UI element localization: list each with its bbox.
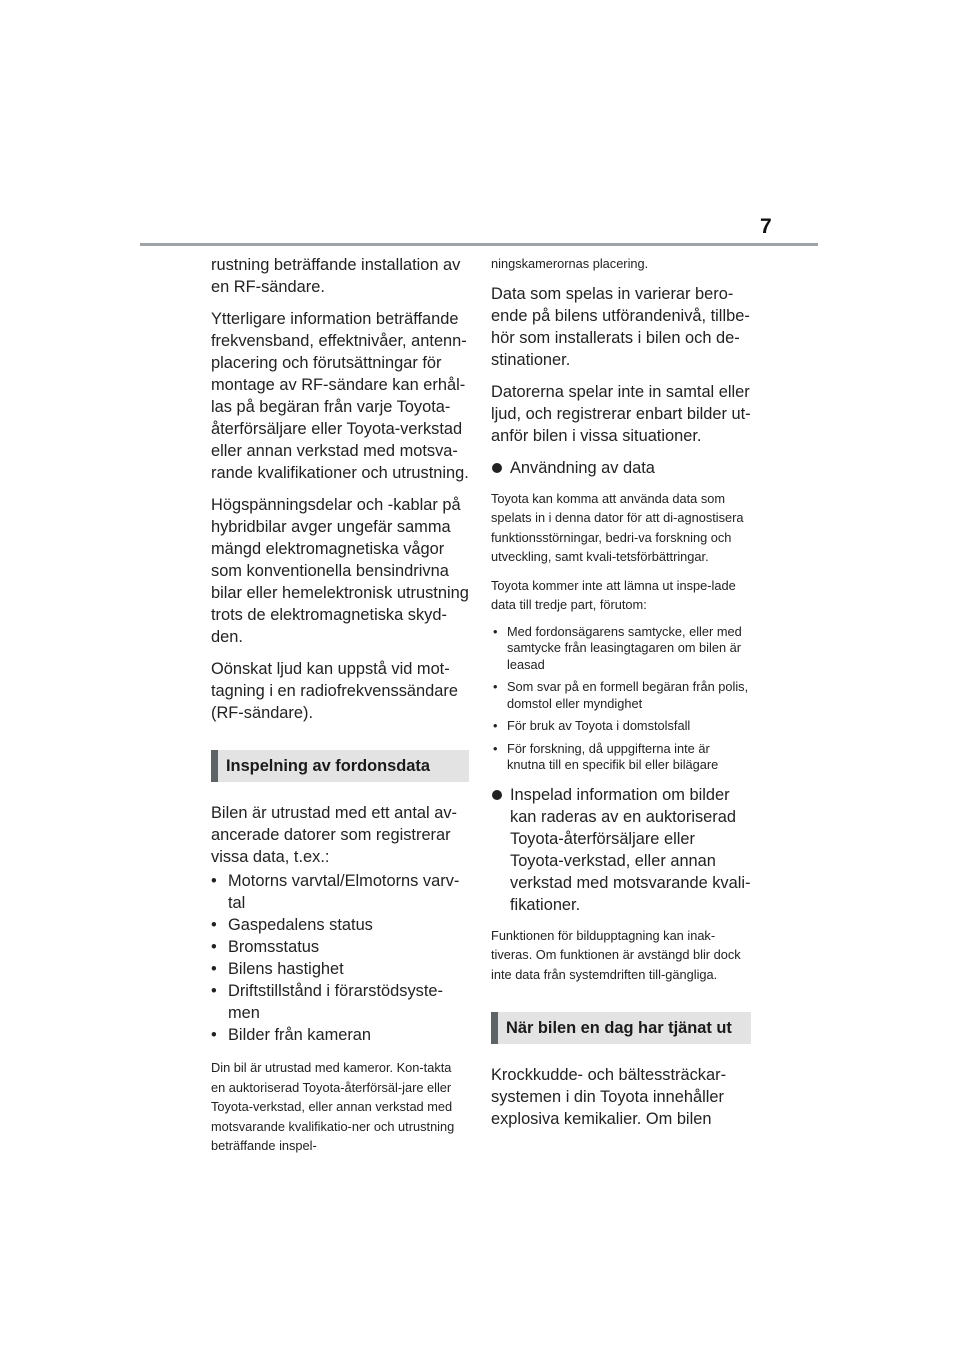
list-item: • För forskning, då uppgifterna inte är knutna till en specifik bil eller bilägare [491, 741, 751, 774]
paragraph-computers-intro: Bilen är utrustad med ett antal av-ancerade datorer som registrerar vissa data, t.ex.: [211, 804, 457, 866]
paragraph-rf-installation: rustning beträffande installation av en RF-sändare. [211, 256, 461, 296]
list-item: • Bilens hastighet [211, 958, 469, 980]
list-item: • Med fordonsägarens samtycke, eller med samtycke från leasingtagaren om bilen är leasad [491, 624, 751, 674]
list-item: • Gaspedalens status [211, 914, 469, 936]
paragraph-airbag-explosives: Krockkudde- och bältessträckar-systemen i din Toyota innehåller explosiva kemikalier. Om bilen [491, 1066, 727, 1128]
left-column [211, 254, 469, 1165]
subheading-text: Inspelad information om bilder kan raderas av en auktoriserad Toyota-återförsäljare eller Toyota-verkstad, eller annan verkstad med motsvarande kvali-fikationer. [510, 785, 751, 914]
right-column [491, 254, 751, 1140]
list-item: • Driftstillstånd i förarstödsyste-men [211, 980, 469, 1024]
camera-note: Din bil är utrustad med kameror. Kon-takta en auktoriserad Toyota-återförsäl-jare eller Toyota-verkstad, eller annan verkstad med motsvarande kvalifikatio-ner och utrustning beträffande inspel- [211, 1060, 455, 1153]
paragraph-rf-information: Ytterligare information beträffande frekvensband, effektnivåer, antenn-placering och förutsättningar för montage av RF-sändare kan erhål-las på begäran från varje Toyota-återförsäljare eller Toyota-verkstad eller annan verkstad med motsva-rande kvalifikationer och utrustning. [211, 310, 469, 482]
paragraph-recorded-data-varies: Data som spelas in varierar bero-ende på bilens utförandenivå, tillbe-hör som installerats i bilen och de-stinationer. [491, 284, 750, 369]
page-number: 7 [760, 215, 772, 238]
subheading-data-usage [491, 457, 751, 479]
camera-note-continued: ningskamerornas placering. [491, 256, 649, 271]
recorded-data-list [211, 870, 469, 1046]
list-item: • Bromsstatus [211, 936, 469, 958]
paragraph-high-voltage: Högspänningsdelar och -kablar på hybridbilar avger ungefär samma mängd elektromagnetiska vågor som konventionella bensindrivna bilar eller hemelektronisk utrustning trots de elektromagnetiska skyd-den. [211, 496, 469, 646]
paragraph-unwanted-noise: Oönskat ljud kan uppstå vid mot-tagning i en radiofrekvenssändare (RF-sändare). [211, 660, 458, 722]
paragraph-no-audio-recording: Datorerna spelar inte in samtal eller ljud, och registrerar enbart bilder ut-anför bilen i vissa situationer. [491, 382, 751, 445]
bullet-disc-icon [492, 790, 502, 800]
list-item: • Som svar på en formell begäran från polis, domstol eller myndighet [491, 679, 751, 712]
subheading-image-deletion [491, 784, 751, 916]
list-item: • För bruk av Toyota i domstolsfall [491, 718, 751, 735]
section-heading-vehicle-data: Inspelning av fordonsdata [211, 750, 469, 782]
header-rule [140, 243, 818, 246]
paragraph-data-usage: Toyota kan komma att använda data som spelats in i denna dator för att di-agnostisera funktionsstörningar, bedri-va forskning och utveckling, samt kvali-tetsförbättringar. [491, 490, 744, 564]
paragraph-disclosure: Toyota kommer inte att lämna ut inspe-lade data till tredje part, förutom: [491, 577, 736, 612]
bullet-disc-icon [492, 463, 502, 473]
section-heading-end-of-life: När bilen en dag har tjänat ut [491, 1012, 751, 1044]
list-item: • Motorns varvtal/Elmotorns varv-tal [211, 870, 469, 914]
disclosure-exceptions-list [491, 624, 751, 774]
subheading-text: Användning av data [510, 458, 655, 477]
list-item: • Bilder från kameran [211, 1024, 469, 1046]
paragraph-deactivate: Funktionen för bildupptagning kan inak-tiveras. Om funktionen är avstängd blir dock inte data från systemdriften till-gängliga. [491, 927, 741, 982]
